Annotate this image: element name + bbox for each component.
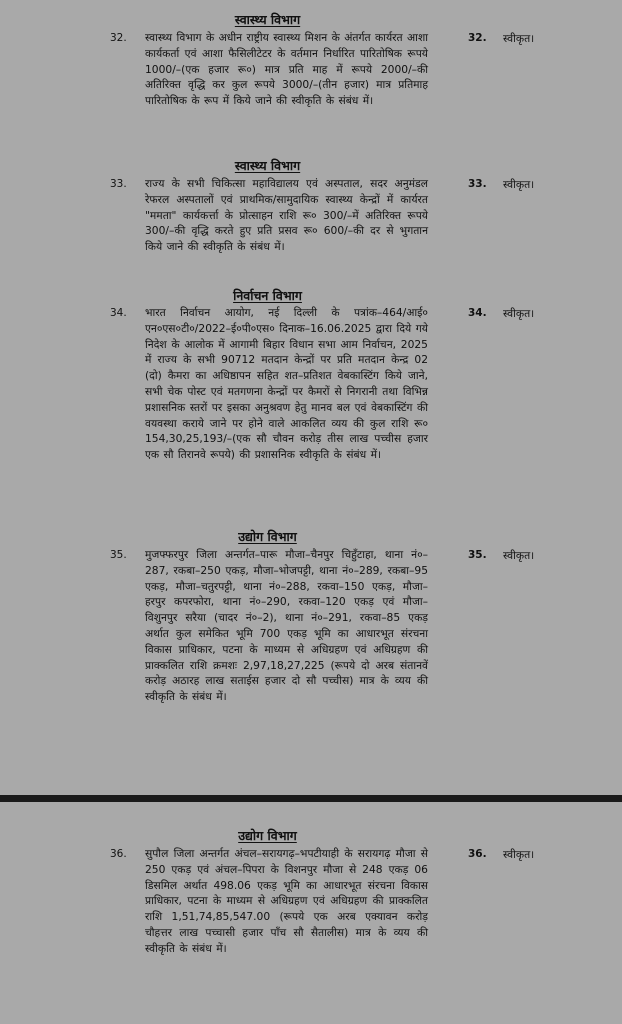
item-number: 35. [110, 549, 127, 561]
decision-status: स्वीकृत। [503, 549, 535, 562]
item-number: 34. [110, 307, 127, 319]
decision-status: स्वीकृत। [503, 307, 535, 320]
decision-status: स्वीकृत। [503, 32, 535, 45]
item-description: भारत निर्वाचन आयोग, नई दिल्ली के पत्रांक–464/आई० एन०एस०टी०/2022–ई०पी०एस० दिनाक–16.06.2025 द्वारा दिये गये निदेश के आलोक में आगामी बिहार विधान सभा आम निर्वाचन, 2025 में राज्य के सभी 90712 मतदान केन्द्रों पर प्रति मतदान केन्द्र 02 (दो) कैमरा का अधिष्ठापन सहित शत–प्रतिशत वेबकास्टिंग किये जाने, सभी चेक पोस्ट एवं मतगणना केन्द्रों पर कैमरों से निगरानी तथा विभिन्न प्रशासनिक स्तरों पर इसका अनुश्रवण हेतु मानव बल एवं वेबकास्टिंग की वयवस्था कराये जाने पर होने वाले आकलित व्यय की कुल राशि रू० 154,30,25,193/–(एक सौ चौवन करोड़ तीस लाख पच्चीस हजार एक सौ तिरानवे रूपये) की प्रशासनिक स्वीकृति के संबंध में। [145, 306, 428, 462]
decision-number: 33. [468, 178, 487, 190]
item-description: मुजफ्फरपुर जिला अन्तर्गत–पारू मौजा–चैनपुर चिहुँटाहा, थाना नं०–287, रकबा–250 एकड़, मौजा–भोजपट्टी, थाना नं०–289, रकबा–95 एकड़, मौजा–चतुरपट्टी, थाना नं०–288, रकवा–150 एकड़, मौजा–हरपुर कपरफोरा, थाना नं०–290, रकवा–120 एकड़ एवं मौजा–विशुनपुर सरैया (चादर नं०–2), थाना नं०–291, रकवा–85 एकड़ अर्थात कुल समेकित भूमि 700 एकड़ भूमि का आधारभूत संरचना विकास प्राधिकार, पटना के माध्यम से अधिग्रहण एवं अधिग्रहण की प्राक्कलित राशि क्रमशः 2,97,18,27,225 (रूपये दो अरब संतानवें करोड़ अठारह लाख सताईस हजार दो सौ पच्चीस) मात्र के व्यय की स्वीकृति के संबंध में। [145, 548, 428, 704]
department-heading: उद्योग विभाग [238, 529, 297, 544]
decision-number: 32. [468, 32, 487, 44]
department-heading: उद्योग विभाग [238, 828, 297, 843]
page-divider [0, 795, 622, 802]
item-number: 32. [110, 32, 127, 44]
decision-number: 35. [468, 549, 487, 561]
item-description: स्वास्थ्य विभाग के अधीन राष्ट्रीय स्वास्थ्य मिशन के अंतर्गत कार्यरत आशा कार्यकर्ता एवं आशा फैसिलीटेटर के वर्तमान निर्धारित पारितोषिक रूपये 1000/–(एक हजार रू०) मात्र प्रति माह में रूपये 2000/–की अतिरिक्त वृद्धि कर कुल रूपये 3000/–(तीन हजार) मात्र प्रतिमाह पारितोषिक के रूप में किये जाने की स्वीकृति के संबंध में। [145, 31, 428, 108]
decision-status: स्वीकृत। [503, 848, 535, 861]
department-heading: निर्वाचन विभाग [233, 288, 302, 303]
decision-number: 34. [468, 307, 487, 319]
item-number: 33. [110, 178, 127, 190]
decision-number: 36. [468, 848, 487, 860]
document-sheet-lower [0, 802, 622, 1024]
item-description: सुपौल जिला अन्तर्गत अंचल–सरायगढ़–भपटीयाही के सरायगढ़ मौजा से 250 एकड़ एवं अंचल–पिपरा के विशनपुर मौजा से 248 एकड़ 06 डिसमिल अर्थात 498.06 एकड़ भूमि का आधारभूत संरचना विकास प्राधिकार, पटना के माध्यम से अधिग्रहण एवं अधिग्रहण की प्राक्कलित राशि 1,51,74,85,547.00 (रूपये एक अरब एक्यावन करोड़ चौहत्तर लाख पच्चासी हजार पाँच सौ सैतालीस) मात्र के व्यय की स्वीकृति के संबंध में। [145, 847, 428, 955]
department-heading: स्वास्थ्य विभाग [234, 158, 301, 173]
decision-status: स्वीकृत। [503, 178, 535, 191]
item-description: राज्य के सभी चिकित्सा महाविद्यालय एवं अस्पताल, सदर अनुमंडल रेफरल अस्पतालों एवं प्राथमिक/सामुदायिक स्वास्थ्य केन्द्रों में कार्यरत "ममता" कार्यकर्त्ता के प्रोत्साहन राशि रू० 300/–में अतिरिक्त रूपये 300/–की वृद्धि करते हुए प्रति प्रसव रू० 600/–की दर से भुगतान किये जाने की स्वीकृति के संबंध में। [145, 177, 428, 254]
department-heading: स्वास्थ्य विभाग [234, 12, 301, 27]
item-number: 36. [110, 848, 127, 860]
